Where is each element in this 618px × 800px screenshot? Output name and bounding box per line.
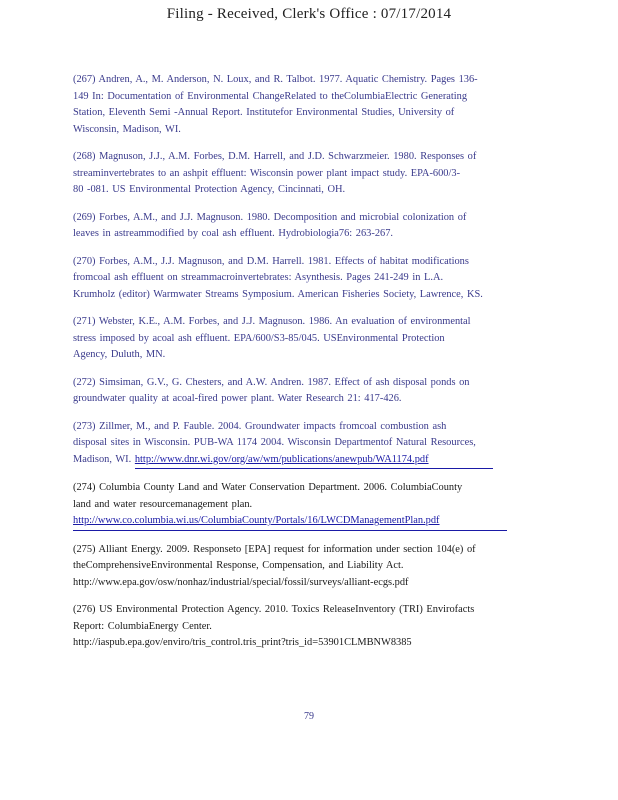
reference-line: (271) Webster, K.E., A.M. Forbes, and J.J. Magnuson. 1986. An evaluation of environmental xyxy=(73,316,471,327)
reference-line: land and water resourcemanagement plan. xyxy=(73,498,253,510)
page-number: 79 xyxy=(304,711,314,722)
reference-line: (273) Zillmer, M., and P. Fauble. 2004. Groundwater impacts fromcoal combustion ash xyxy=(73,420,447,432)
reference-line: fromcoal ash effluent on streammacroinvertebrates: Asynthesis. Pages 241-249 in L.A. xyxy=(73,272,444,283)
reference-line: Wisconsin, Madison, WI. xyxy=(73,123,181,135)
reference-url: http://iaspub.epa.gov/enviro/tris_control.tris_print?tris_id=53901CLMBNW8385 xyxy=(73,637,412,648)
reference-line: 80 -081. US Environmental Protection Agency, Cincinnati, OH. xyxy=(73,184,346,195)
reference-line: streaminvertebrates to an ashpit effluent: Wisconsin power plant impact study. EPA-600/3- xyxy=(73,167,461,179)
reference-line: (268) Magnuson, J.J., A.M. Forbes, D.M. Harrell, and J.D. Schwarzmeier. 1980. Responses of xyxy=(73,151,477,162)
reference-276 xyxy=(73,602,538,652)
reference-line: Agency, Duluth, MN. xyxy=(73,349,166,360)
reference-line: leaves in astreammodified by coal ash effluent. Hydrobiologia76: 263-267. xyxy=(73,228,394,239)
reference-line: (267) Andren, A., M. Anderson, N. Loux, and R. Talbot. 1977. Aquatic Chemistry. Pages 136- xyxy=(73,74,478,85)
reference-line-with-link xyxy=(73,513,538,531)
reference-273 xyxy=(73,419,538,470)
reference-275 xyxy=(73,542,538,592)
reference-line: Station, Eleventh Semi -Annual Report. Institutefor Environmental Studies, University of xyxy=(73,107,455,118)
reference-line: (276) US Environmental Protection Agency. 2010. Toxics ReleaseInventory (TRI) Envirofacts xyxy=(73,604,475,615)
reference-268 xyxy=(73,149,538,199)
reference-link[interactable]: http://www.dnr.wi.gov/org/aw/wm/publications/anewpub/WA1174.pdf xyxy=(134,453,429,465)
reference-link[interactable]: http://www.co.columbia.wi.us/ColumbiaCounty/Portals/16/LWCDManagementPlan.pdf xyxy=(73,515,440,526)
reference-line: (269) Forbes, A.M., and J.J. Magnuson. 1980. Decomposition and microbial colonization of xyxy=(73,211,467,223)
reference-271 xyxy=(73,314,538,364)
reference-272 xyxy=(73,375,538,408)
reference-prefix: Madison, WI. xyxy=(73,453,135,465)
reference-line: Report: ColumbiaEnergy Center. xyxy=(73,620,212,632)
reference-line: stress imposed by acoal ash effluent. EPA/600/S3-85/045. USEnvironmental Protection xyxy=(73,332,445,344)
reference-line: (270) Forbes, A.M., J.J. Magnuson, and D.M. Harrell. 1981. Effects of habitat modifications xyxy=(73,255,469,267)
reference-line: theComprehensiveEnvironmental Response, Compensation, and Liability Act. xyxy=(73,560,404,571)
reference-line: (275) Alliant Energy. 2009. Responseto [EPA] request for information under section 104(e) of xyxy=(73,543,476,555)
reference-267 xyxy=(73,72,538,138)
reference-270 xyxy=(73,254,538,304)
reference-line: (272) Simsiman, G.V., G. Chesters, and A.W. Andren. 1987. Effect of ash disposal ponds on xyxy=(73,376,470,388)
reference-line: groundwater quality at acoal-fired power plant. Water Research 21: 417-426. xyxy=(73,393,402,404)
reference-url: http://www.epa.gov/osw/nonhaz/industrial/special/fossil/surveys/alliant-ecgs.pdf xyxy=(73,576,409,588)
filing-header: Filing - Received, Clerk's Office : 07/17/2014 xyxy=(166,6,452,22)
reference-line: 149 In: Documentation of Environmental ChangeRelated to theColumbiaElectric Generating xyxy=(73,90,468,102)
reference-line: Krumholz (editor) Warmwater Streams Symposium. American Fisheries Society, Lawrence, KS. xyxy=(73,288,483,300)
reference-274 xyxy=(73,480,538,531)
reference-line-with-link xyxy=(73,452,538,470)
reference-269 xyxy=(73,210,538,243)
reference-line: (274) Columbia County Land and Water Conservation Department. 2006. ColumbiaCounty xyxy=(73,482,463,493)
reference-line: disposal sites in Wisconsin. PUB-WA 1174 2004. Wisconsin Departmentof Natural Resources, xyxy=(73,437,476,448)
reference-list xyxy=(73,72,538,663)
